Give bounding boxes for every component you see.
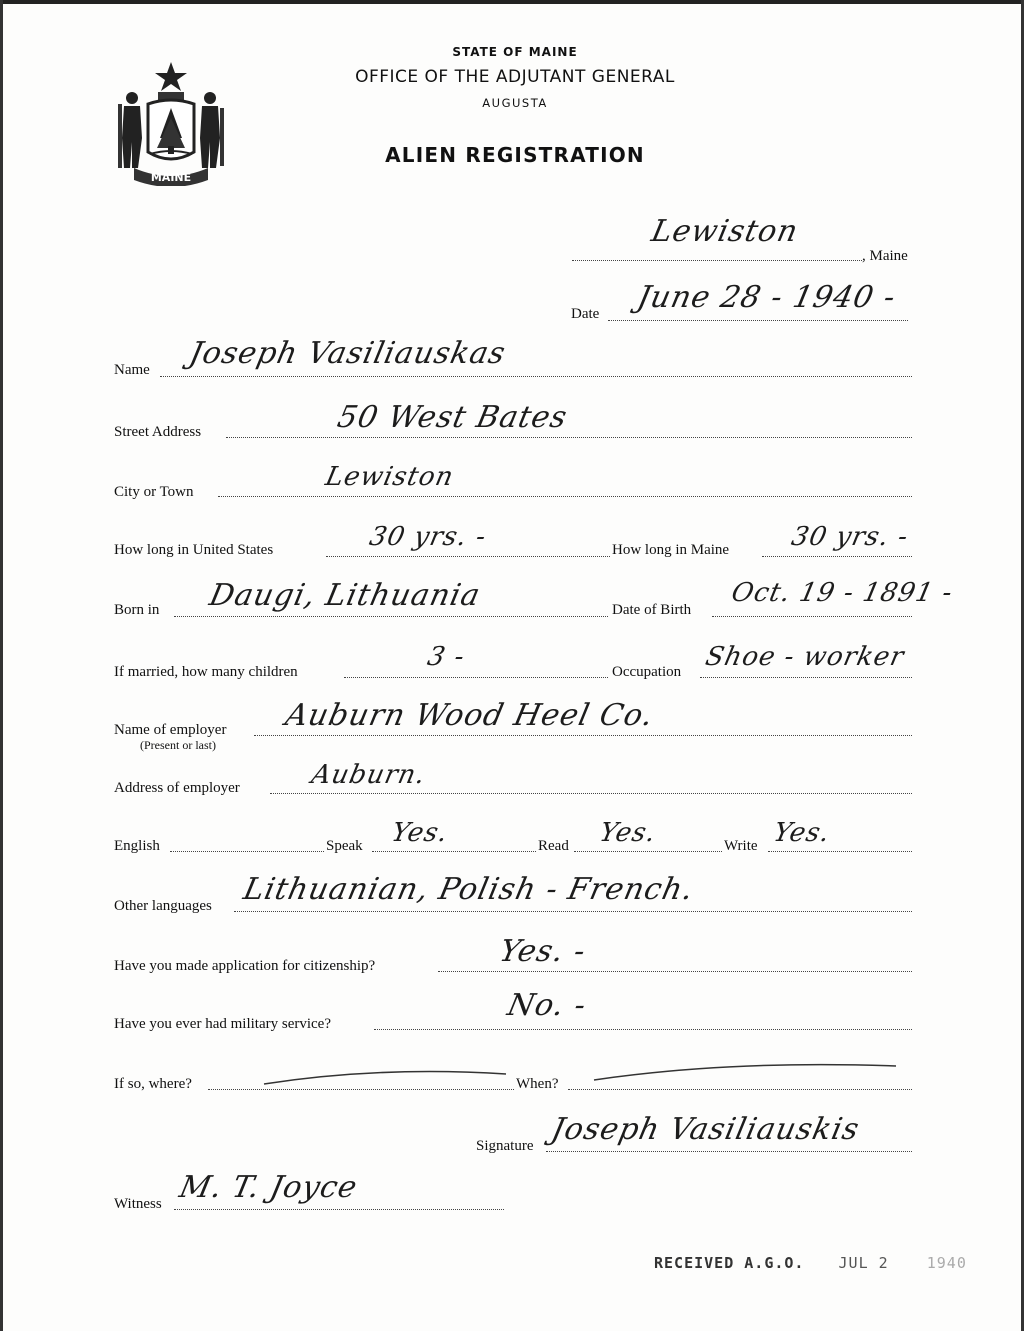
- speak-line: [372, 851, 536, 852]
- header-office: OFFICE OF THE ADJUTANT GENERAL: [355, 67, 675, 87]
- english-line: [170, 851, 324, 852]
- street-address-label: Street Address: [114, 424, 202, 440]
- children-value: 3 -: [424, 642, 468, 672]
- witness-value: M. T. Joyce: [176, 1170, 361, 1205]
- employer-address-label: Address of employer: [114, 780, 240, 796]
- how-long-us-label: How long in United States: [114, 542, 274, 558]
- born-in-label: Born in: [114, 602, 160, 618]
- date-line: [608, 320, 908, 321]
- write-label: Write: [724, 838, 758, 854]
- employer-value: Auburn Wood Heel Co.: [282, 698, 657, 733]
- town-value: Lewiston: [648, 214, 802, 249]
- read-value: Yes.: [596, 818, 660, 848]
- read-line: [574, 851, 722, 852]
- other-languages-value: Lithuanian, Polish - French.: [240, 872, 698, 907]
- date-value: June 28 - 1940 -: [634, 280, 900, 315]
- occupation-line: [700, 677, 912, 678]
- military-line: [374, 1029, 912, 1030]
- city-line: [218, 496, 912, 497]
- military-value: No. -: [504, 988, 590, 1023]
- received-stamp-year: 1940: [926, 1254, 967, 1272]
- witness-label: Witness: [114, 1196, 162, 1212]
- born-in-line: [174, 616, 608, 617]
- where-strike-mark: [260, 1064, 510, 1088]
- employer-address-value: Auburn.: [308, 760, 429, 790]
- received-stamp-text: RECEIVED A.G.O.: [654, 1254, 805, 1272]
- witness-line: [174, 1209, 504, 1210]
- date-of-birth-label: Date of Birth: [612, 602, 692, 618]
- street-address-value: 50 West Bates: [334, 400, 571, 435]
- when-strike-mark: [590, 1060, 900, 1086]
- name-label: Name: [114, 362, 150, 378]
- name-line: [160, 376, 912, 377]
- other-languages-label: Other languages: [114, 898, 212, 914]
- where-line: [208, 1089, 514, 1090]
- street-address-line: [226, 437, 912, 438]
- signature-label: Signature: [476, 1138, 534, 1154]
- when-line: [568, 1089, 912, 1090]
- read-label: Read: [538, 838, 569, 854]
- speak-label: Speak: [326, 838, 363, 854]
- citizenship-line: [438, 971, 912, 972]
- where-label: If so, where?: [114, 1076, 192, 1092]
- maine-label: , Maine: [862, 248, 908, 264]
- children-line: [344, 677, 608, 678]
- when-label: When?: [516, 1076, 559, 1092]
- children-label: If married, how many children: [114, 664, 298, 680]
- occupation-label: Occupation: [612, 664, 682, 680]
- employer-label: Name of employer: [114, 722, 227, 738]
- write-value: Yes.: [770, 818, 834, 848]
- header-city: AUGUSTA: [482, 96, 548, 110]
- scan-border-left: [0, 0, 3, 1331]
- occupation-value: Shoe - worker: [702, 642, 908, 672]
- scan-border-top: [0, 0, 1024, 4]
- signature-value: Joseph Vasiliauskis: [548, 1112, 863, 1147]
- how-long-maine-line: [762, 556, 912, 557]
- write-line: [768, 851, 912, 852]
- town-line: [572, 260, 862, 261]
- city-label: City or Town: [114, 484, 194, 500]
- signature-line: [546, 1151, 912, 1152]
- how-long-us-line: [326, 556, 610, 557]
- citizenship-label: Have you made application for citizenship?: [114, 958, 376, 974]
- employer-line: [254, 735, 912, 736]
- name-value: Joseph Vasiliauskas: [186, 336, 510, 371]
- english-label: English: [114, 838, 160, 854]
- svg-text:MAINE: MAINE: [150, 171, 192, 184]
- employer-note: (Present or last): [140, 738, 216, 752]
- how-long-us-value: 30 yrs. -: [366, 522, 490, 552]
- form-title: ALIEN REGISTRATION: [385, 143, 645, 167]
- state-of-maine-seal-icon: [112, 56, 230, 186]
- employer-address-line: [270, 793, 912, 794]
- received-stamp-date: JUL 2: [838, 1254, 889, 1272]
- speak-value: Yes.: [388, 818, 452, 848]
- how-long-maine-value: 30 yrs. -: [788, 522, 912, 552]
- received-stamp: [654, 1254, 967, 1272]
- city-value: Lewiston: [322, 462, 457, 492]
- date-label: Date: [571, 306, 600, 322]
- born-in-value: Daugi, Lithuania: [206, 578, 484, 613]
- date-of-birth-value: Oct. 19 - 1891 -: [728, 578, 956, 608]
- header-state: STATE OF MAINE: [452, 45, 578, 59]
- citizenship-value: Yes. -: [496, 934, 590, 969]
- how-long-maine-label: How long in Maine: [612, 542, 730, 558]
- date-of-birth-line: [712, 616, 912, 617]
- other-languages-line: [234, 911, 912, 912]
- military-label: Have you ever had military service?: [114, 1016, 331, 1032]
